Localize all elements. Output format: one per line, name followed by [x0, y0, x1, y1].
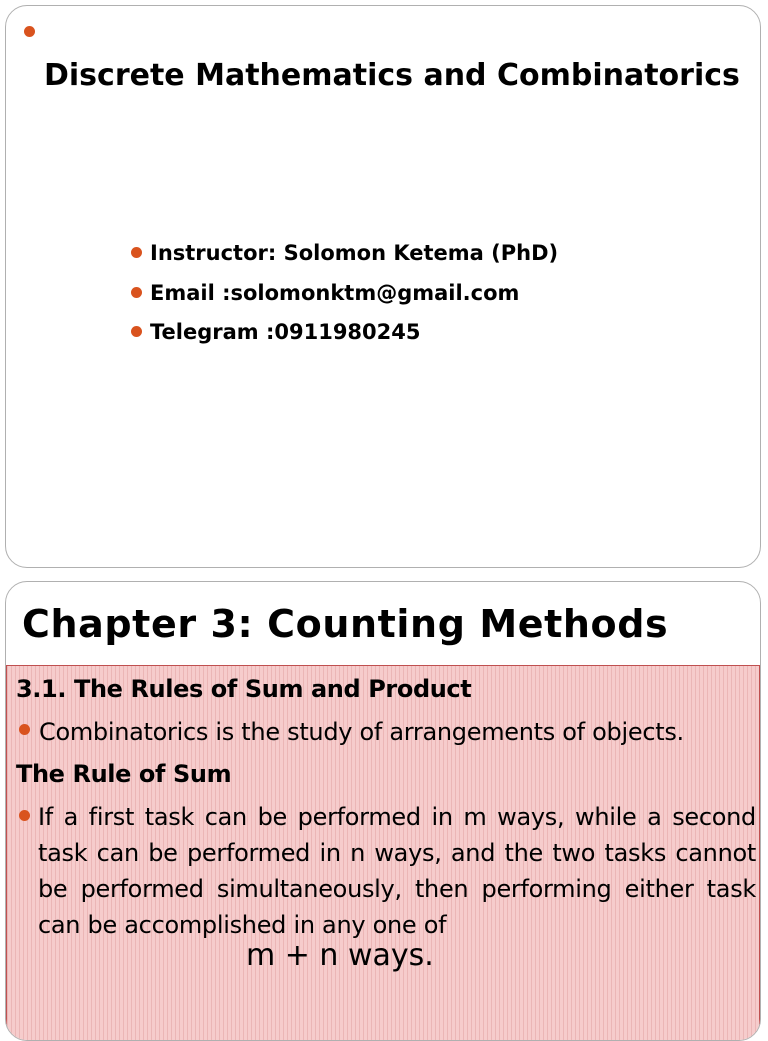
slide-2: [5, 581, 761, 1041]
list-item: [130, 317, 558, 357]
bullet-dot-icon: [131, 287, 142, 298]
bullet-dot-icon: [131, 326, 142, 337]
formula: m + n ways.: [246, 938, 434, 973]
telegram-label: Telegram :0911980245: [150, 320, 421, 344]
slide-1-title: Discrete Mathematics and Combinatorics: [44, 58, 740, 93]
rule-of-sum-text: If a first task can be performed in m ways, while a second task can be performed in n ways, and the two tasks cannot be performed simultaneously, then performing either task can be accomplished in any one of: [38, 803, 756, 939]
section-heading: 3.1. The Rules of Sum and Product: [16, 675, 472, 703]
chapter-title: Chapter 3: Counting Methods: [22, 602, 669, 646]
list-item: [130, 278, 558, 318]
bullet-dot-icon: [19, 724, 30, 735]
combinatorics-definition: Combinatorics is the study of arrangements of objects.: [39, 718, 684, 746]
bullet-dot-icon: [24, 26, 35, 37]
instructor-label: Instructor: Solomon Ketema (PhD): [150, 241, 559, 265]
slide-1: [5, 5, 761, 568]
email-label: Email :solomonktm@gmail.com: [150, 280, 520, 305]
bullet-dot-icon: [19, 810, 30, 821]
content-box: [6, 665, 760, 1041]
bullet-dot-icon: [131, 247, 142, 258]
list-item: [130, 238, 558, 278]
instructor-info-list: [130, 238, 558, 357]
rule-of-sum-heading: The Rule of Sum: [16, 760, 232, 788]
